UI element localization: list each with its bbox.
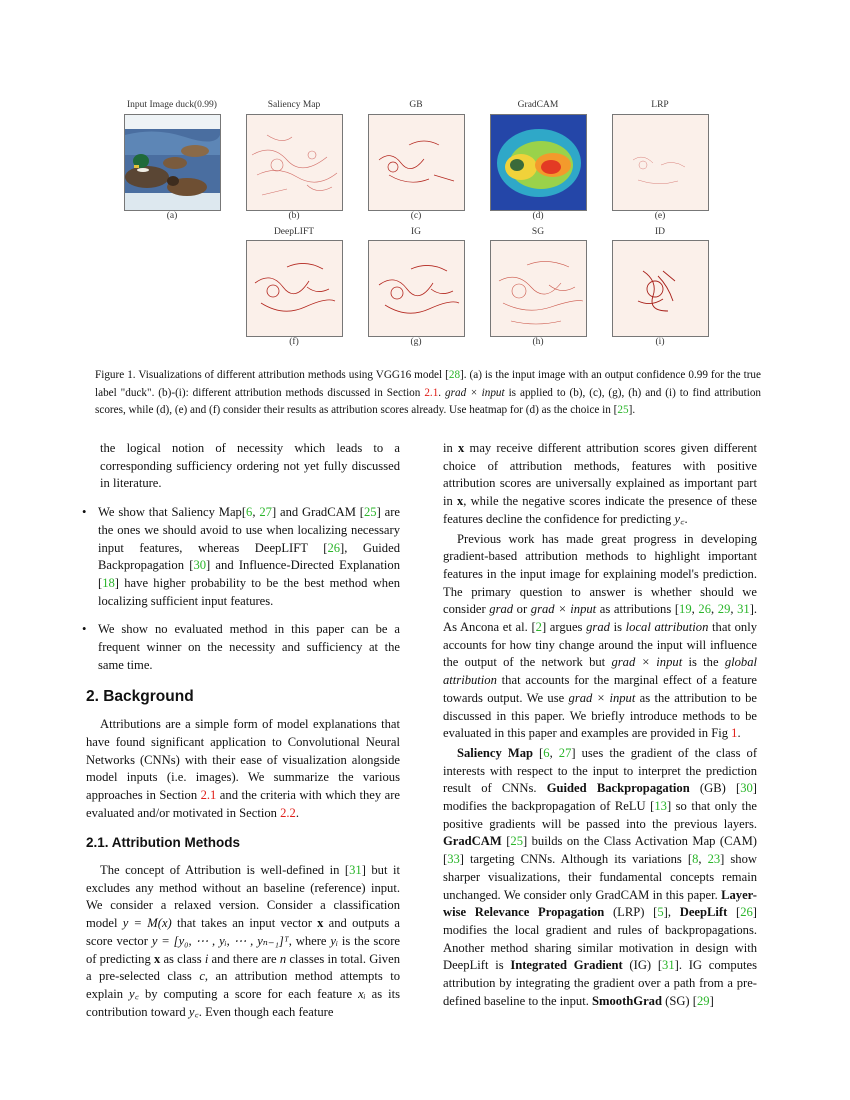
lrp-image — [612, 114, 709, 211]
ref-link[interactable]: 27 — [259, 505, 272, 520]
figure-link[interactable]: 1 — [731, 726, 738, 741]
ref-link[interactable]: 26 — [698, 602, 711, 617]
ref-link[interactable]: 30 — [740, 781, 753, 796]
figure-title-f: DeepLIFT — [273, 227, 315, 237]
right-column — [443, 440, 757, 1011]
ref-link[interactable]: 8 — [692, 852, 699, 867]
deeplift-image — [246, 240, 343, 337]
figure-title-h: SG — [531, 227, 545, 237]
section-link[interactable]: 2.1 — [200, 787, 217, 802]
ref-link[interactable]: 27 — [558, 745, 572, 760]
ref-link[interactable]: 25 — [363, 505, 377, 520]
ref-link[interactable]: 13 — [654, 799, 667, 814]
figure-sub-c: (c) — [410, 211, 422, 221]
ref-link[interactable]: 28 — [448, 369, 461, 381]
paragraph: The concept of Attribution is well-defined in [31] but it excludes any method without an baseline (reference) input. We consider a relaxed version. Consider a classification model y = M(x) that takes an input vector x and outputs a score vector y = [y₀, ⋯ , yᵢ, ⋯ , yₙ₋₁]ᵀ, where yᵢ is the score of predicting x as class i and there are n classes in total. Given a pre-selected class c, an attribution method attempts to explain y꜀ by computing a score for each feature xᵢ as its contribution toward y꜀. Even though each feature — [86, 863, 401, 1019]
ref-link[interactable]: 29 — [696, 993, 710, 1008]
paragraph: Attributions are a simple form of model explanations that have found significant application to Convolutional Neural Networks (CNNs) with their ease of visualization alongside model inputs (i.e. images). We summarize the various approaches in Section 2.1 and the criteria with which they are evaluated and/or motivated in Section 2.2. — [86, 717, 400, 820]
figure-title-d: GradCAM — [517, 100, 559, 110]
section-link[interactable]: 2.1 — [424, 386, 439, 399]
ref-link[interactable]: 29 — [717, 602, 731, 617]
figure-title-i: ID — [654, 227, 666, 237]
ref-link[interactable]: 31 — [737, 602, 750, 617]
ref-link[interactable]: 31 — [662, 958, 675, 973]
guided-backprop-image — [368, 114, 465, 211]
bullet-item: • We show no evaluated method in this paper can be a frequent winner on the necessity and sufficiency at the same time. — [86, 621, 400, 674]
section-heading-background: 2. Background — [86, 688, 194, 706]
figure-sub-a: (a) — [166, 211, 178, 221]
paragraph: Previous work has made great progress in developing gradient-based attribution methods to highlight important features in the input image for explaining model's prediction. The primary question to answer is whether should we consider grad or grad × input as attributions [19, 26, 29, 31]. As Ancona et al. [2] argues grad is local attribution that only accounts for how tiny change around the input will influence the output of the network but grad × input is the global attribution that accounts for the marginal effect of a feature towards output. We use grad × input as the attribution to be discussed in this paper. We briefly introduce methods to be evaluated in this paper and examples are provided in Fig 1. — [443, 531, 758, 741]
figure-sub-d: (d) — [532, 211, 544, 221]
ref-link[interactable]: 5 — [657, 905, 664, 920]
saliency-map-image — [246, 114, 343, 211]
gradcam-image — [490, 114, 587, 211]
ref-link[interactable]: 18 — [102, 575, 115, 590]
figure-sub-i: (i) — [655, 337, 665, 347]
ref-link[interactable]: 6 — [543, 745, 550, 760]
figure-title-c: GB — [409, 100, 423, 110]
figure-title-e: LRP — [651, 100, 669, 110]
paragraph: Saliency Map [6, 27] uses the gradient of the class of interests with respect to the input to interpret the prediction result of CNNs. Guided Backpropagation (GB) [30] modifies the backpropagation of ReLU [13] so that only the positive gradients will be passed into the previous layers. GradCAM [25] builds on the Class Activation Map (CAM) [33] targeting CNNs. Although its variations [8, 23] show sharper visualizations, their fundamental concepts remain unchanged. We consider only GradCAM in this paper. Layer-wise Relevance Propagation (LRP) [5], DeepLift [26] modifies the local gradient and rules of backpropagations. Another method sharing similar motivation in design with DeepLift is Integrated Gradient (IG) [31]. IG computes attribution by integrating the gradient over a path from a pre-defined baseline to the input. SmoothGrad (SG) [29] — [443, 745, 758, 1008]
ref-link[interactable]: 26 — [740, 905, 753, 920]
paragraph: the logical notion of necessity which leads to a corresponding sufficiency ordering not yet fully discussed in literature. — [100, 441, 400, 491]
section-link[interactable]: 2.2 — [280, 805, 296, 820]
ref-link[interactable]: 23 — [707, 852, 721, 867]
ref-link[interactable]: 25 — [617, 404, 629, 417]
ref-link[interactable]: 6 — [246, 505, 253, 520]
figure-sub-e: (e) — [654, 211, 666, 221]
ref-link[interactable]: 33 — [447, 852, 460, 867]
figure-title-a: Input Image duck(0.99) — [127, 100, 217, 110]
paragraph: in x may receive different attribution scores given different choice of attribution methods, features with positive attribution scores are universally explained as important part in x, while the negative scores indicate the presence of these features decline the confidence for predicting y꜀. — [443, 441, 758, 526]
integrated-gradient-image — [368, 240, 465, 337]
section-heading-attribution-methods: 2.1. Attribution Methods — [86, 835, 240, 851]
ref-link[interactable]: 19 — [679, 602, 692, 617]
figure-caption: Figure 1. Visualizations of different attribution methods using VGG16 model [28]. (a) is the input image with an output confidence 0.99 for the true label "duck". (b)-(i): different attribution methods discussed in Section 2.1. grad × input is applied to (b), (c), (g), (h) and (i) to find attribution scores, while (d), (e) and (f) consider their results as attribution scores already. Use heatmap for (d) as the choice in [25]. — [95, 369, 762, 417]
ref-link[interactable]: 25 — [510, 834, 523, 849]
input-duck-image — [124, 114, 221, 211]
smoothgrad-image — [490, 240, 587, 337]
ref-link[interactable]: 30 — [193, 558, 207, 573]
influence-directed-image — [612, 240, 709, 337]
ref-link[interactable]: 31 — [349, 863, 362, 878]
ref-link[interactable]: 2 — [535, 620, 542, 635]
left-column — [86, 440, 400, 1021]
figure-title-b: Saliency Map — [267, 100, 321, 110]
figure-sub-h: (h) — [532, 337, 544, 347]
ref-link[interactable]: 26 — [327, 540, 341, 555]
figure-title-g: IG — [410, 227, 422, 237]
figure-sub-f: (f) — [289, 337, 299, 347]
bullet-item: • We show that Saliency Map[6, 27] and GradCAM [25] are the ones we should avoid to use when localizing necessary input features, whereas DeepLIFT [26], Guided Backpropagation [30] and Influence-Directed Explanation [18] have higher probability to be the best method when localizing sufficient input features. — [86, 504, 400, 610]
figure-sub-b: (b) — [288, 211, 300, 221]
figure-sub-g: (g) — [410, 337, 422, 347]
